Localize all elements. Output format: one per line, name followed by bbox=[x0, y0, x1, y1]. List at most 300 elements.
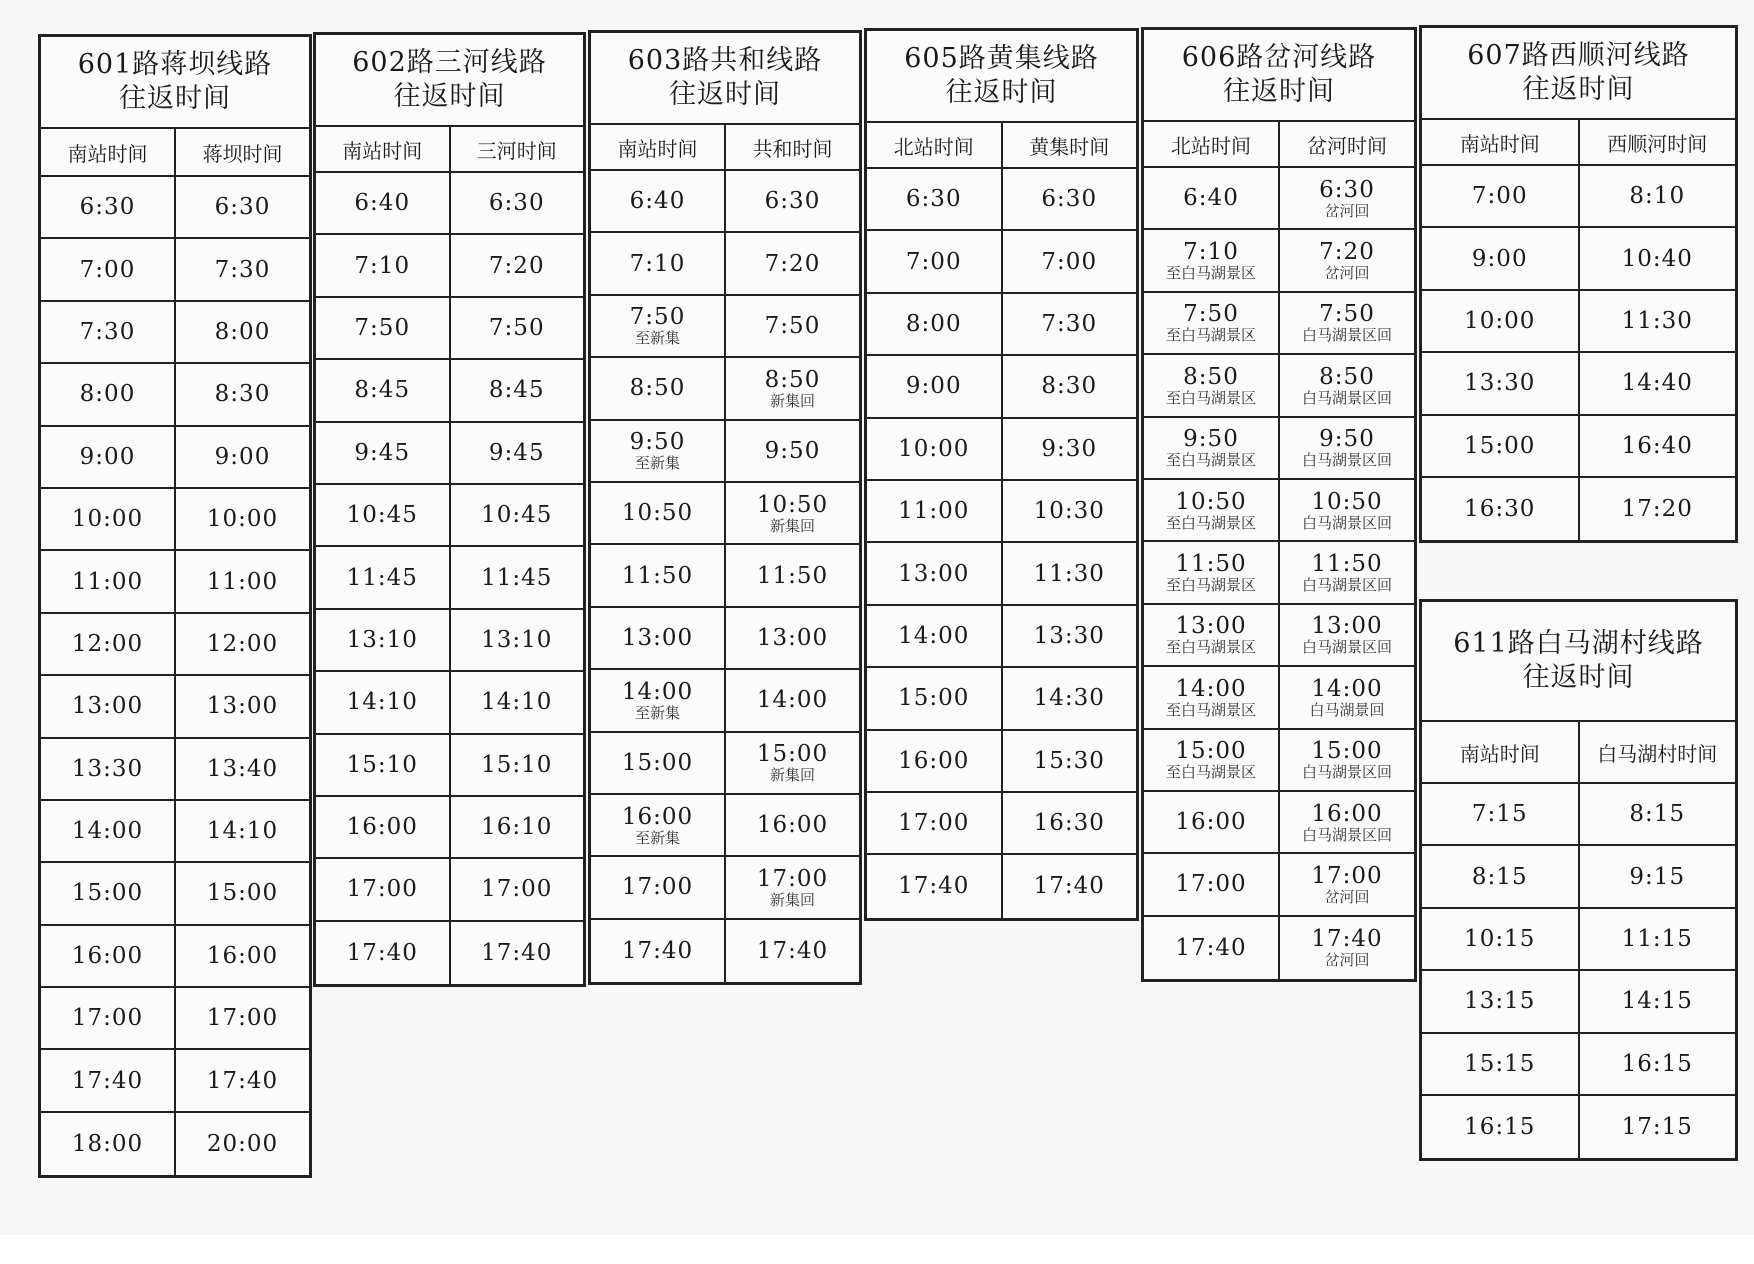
departure-time: 15:00 bbox=[71, 880, 144, 907]
departure-time: 6:40 bbox=[354, 190, 411, 217]
time-cell bbox=[1001, 855, 1137, 917]
time-cell bbox=[174, 926, 309, 986]
departure-time: 17:40 bbox=[621, 937, 694, 964]
table-row bbox=[591, 733, 859, 795]
time-cell bbox=[41, 1113, 174, 1175]
table-row bbox=[41, 551, 309, 613]
departure-time: 7:50 bbox=[1183, 301, 1239, 328]
trip-note: 至白马湖景区 bbox=[1165, 388, 1256, 407]
departure-time: 8:00 bbox=[79, 381, 136, 408]
trip-note: 岔河回 bbox=[1324, 201, 1370, 220]
time-cell bbox=[591, 733, 724, 793]
departure-time: 15:10 bbox=[481, 751, 553, 778]
departure-time: 9:00 bbox=[905, 373, 962, 400]
departure-time: 16:00 bbox=[206, 942, 279, 969]
table-row bbox=[1422, 784, 1735, 846]
time-cell bbox=[174, 177, 309, 237]
departure-time: 13:40 bbox=[206, 755, 279, 782]
departure-time: 16:00 bbox=[898, 747, 970, 774]
departure-time: 13:30 bbox=[71, 755, 144, 782]
table-row bbox=[1422, 1096, 1735, 1158]
time-cell bbox=[1278, 418, 1414, 478]
departure-time: 10:50 bbox=[621, 500, 694, 527]
column-header-row bbox=[1422, 722, 1735, 784]
departure-time: 18:00 bbox=[71, 1131, 144, 1158]
time-cell bbox=[867, 231, 1001, 291]
time-cell bbox=[1144, 293, 1278, 353]
table-row bbox=[591, 421, 859, 483]
trip-note: 白马湖景区回 bbox=[1301, 763, 1392, 782]
time-cell bbox=[1001, 793, 1137, 853]
table-row bbox=[316, 360, 583, 422]
departure-time: 11:30 bbox=[1033, 560, 1105, 587]
departure-time: 14:15 bbox=[1621, 988, 1693, 1015]
table-row bbox=[316, 547, 583, 609]
time-cell bbox=[1144, 917, 1278, 979]
time-cell bbox=[724, 545, 859, 605]
departure-time: 10:15 bbox=[1464, 925, 1536, 952]
time-cell bbox=[591, 608, 724, 668]
time-cell bbox=[1578, 353, 1736, 413]
time-cell bbox=[449, 672, 584, 732]
time-cell bbox=[1422, 784, 1578, 844]
table-row bbox=[867, 169, 1136, 231]
departure-time: 7:30 bbox=[1041, 310, 1098, 337]
column-header-row bbox=[41, 129, 309, 177]
column-header: 黄集时间 bbox=[1001, 123, 1137, 167]
time-cell bbox=[1001, 169, 1137, 229]
time-cell bbox=[1278, 667, 1414, 727]
route-name: 603路共和线路 bbox=[627, 45, 823, 76]
time-cell bbox=[449, 360, 584, 420]
departure-time: 6:30 bbox=[764, 188, 821, 215]
timetable-title bbox=[1422, 602, 1735, 722]
table-row bbox=[1144, 542, 1414, 604]
time-cell bbox=[1578, 846, 1736, 906]
table-row bbox=[41, 614, 309, 676]
trip-note: 至白马湖景区 bbox=[1165, 700, 1256, 719]
time-cell bbox=[1422, 291, 1578, 351]
time-cell bbox=[1278, 854, 1414, 914]
time-cell bbox=[449, 547, 584, 607]
departure-time: 16:40 bbox=[1621, 432, 1693, 459]
time-cell bbox=[1144, 168, 1278, 228]
route-name: 611路白马湖村线路 bbox=[1453, 628, 1704, 659]
time-cell bbox=[41, 427, 174, 487]
trip-note: 白马湖景区回 bbox=[1301, 326, 1392, 345]
departure-time: 13:00 bbox=[206, 693, 279, 720]
time-cell bbox=[41, 739, 174, 799]
timetable-title bbox=[867, 31, 1136, 123]
departure-time: 6:40 bbox=[629, 188, 686, 215]
departure-time: 16:00 bbox=[71, 942, 144, 969]
table-row bbox=[1422, 166, 1735, 228]
departure-time: 13:10 bbox=[346, 626, 418, 653]
departure-time: 11:00 bbox=[71, 568, 144, 595]
table-row bbox=[867, 356, 1136, 418]
time-cell bbox=[174, 988, 309, 1048]
time-cell bbox=[724, 857, 859, 917]
time-cell bbox=[174, 676, 309, 736]
departure-time: 17:00 bbox=[1175, 871, 1247, 898]
time-cell bbox=[1422, 353, 1578, 413]
departure-time: 17:15 bbox=[1621, 1114, 1693, 1141]
departure-time: 14:00 bbox=[71, 818, 144, 845]
table-row bbox=[316, 423, 583, 485]
departure-time: 9:30 bbox=[1041, 435, 1098, 462]
departure-time: 15:00 bbox=[206, 880, 279, 907]
column-header: 南站时间 bbox=[67, 141, 148, 166]
table-row bbox=[867, 231, 1136, 293]
time-cell bbox=[1578, 1034, 1736, 1094]
column-header: 西顺河时间 bbox=[1578, 120, 1736, 164]
trip-note: 新集回 bbox=[769, 516, 815, 535]
column-header: 共和时间 bbox=[724, 125, 859, 169]
time-cell bbox=[449, 610, 584, 670]
departure-time: 6:30 bbox=[1319, 176, 1375, 203]
column-header-row bbox=[316, 127, 583, 173]
table-row bbox=[867, 793, 1136, 855]
time-cell bbox=[41, 302, 174, 362]
time-cell bbox=[1422, 478, 1578, 540]
time-cell bbox=[867, 356, 1001, 416]
trip-note: 新集回 bbox=[769, 766, 815, 785]
table-row bbox=[591, 670, 859, 732]
departure-time: 15:30 bbox=[1033, 747, 1105, 774]
route-name: 605路黄集线路 bbox=[904, 43, 1099, 74]
table-row bbox=[867, 481, 1136, 543]
table-row bbox=[41, 177, 309, 239]
departure-time: 16:30 bbox=[1464, 496, 1536, 523]
departure-time: 13:30 bbox=[1464, 370, 1536, 397]
departure-time: 6:30 bbox=[1041, 186, 1098, 213]
time-cell bbox=[316, 235, 449, 295]
timetable-605 bbox=[864, 28, 1139, 921]
departure-time: 17:00 bbox=[481, 876, 553, 903]
time-cell bbox=[591, 545, 724, 605]
departure-time: 6:30 bbox=[79, 194, 136, 221]
table-row bbox=[41, 926, 309, 988]
time-cell bbox=[41, 551, 174, 611]
time-cell bbox=[591, 795, 724, 855]
time-cell bbox=[174, 614, 309, 674]
route-name: 606路岔河线路 bbox=[1181, 42, 1377, 73]
table-row bbox=[867, 419, 1136, 481]
departure-time: 10:45 bbox=[346, 502, 418, 529]
time-cell bbox=[1001, 294, 1137, 354]
column-header: 蒋坝时间 bbox=[174, 129, 309, 175]
trip-note: 至白马湖景区 bbox=[1165, 264, 1256, 283]
table-row bbox=[1144, 667, 1414, 729]
trip-note: 岔河回 bbox=[1324, 887, 1370, 906]
trip-note: 白马湖景区回 bbox=[1301, 388, 1392, 407]
departure-time: 15:00 bbox=[1175, 738, 1247, 765]
departure-time: 10:50 bbox=[1311, 488, 1383, 515]
table-row bbox=[591, 795, 859, 857]
departure-time: 11:00 bbox=[898, 498, 970, 525]
departure-time: 13:00 bbox=[756, 624, 829, 651]
table-row bbox=[1144, 854, 1414, 916]
table-row bbox=[316, 235, 583, 297]
trip-note: 至白马湖景区 bbox=[1165, 638, 1256, 657]
departure-time: 7:30 bbox=[79, 318, 136, 345]
table-row bbox=[41, 489, 309, 551]
column-header: 岔河时间 bbox=[1278, 122, 1414, 166]
time-cell bbox=[1578, 228, 1736, 288]
time-cell bbox=[1278, 917, 1414, 979]
column-header: 南站时间 bbox=[1459, 741, 1540, 766]
departure-time: 14:00 bbox=[756, 687, 829, 714]
time-cell bbox=[174, 1050, 309, 1110]
table-row bbox=[1422, 416, 1735, 478]
departure-time: 17:40 bbox=[1175, 934, 1247, 961]
trip-note: 至新集 bbox=[634, 703, 680, 722]
time-cell bbox=[1278, 293, 1414, 353]
departure-time: 11:50 bbox=[756, 562, 829, 589]
departure-time: 8:15 bbox=[1629, 801, 1686, 828]
time-cell bbox=[867, 294, 1001, 354]
column-header-row bbox=[1422, 120, 1735, 166]
table-row bbox=[41, 302, 309, 364]
time-cell bbox=[1144, 792, 1278, 852]
departure-time: 9:50 bbox=[764, 437, 821, 464]
table-row bbox=[1422, 228, 1735, 290]
departure-time: 10:00 bbox=[1464, 307, 1536, 334]
departure-time: 10:40 bbox=[1621, 245, 1693, 272]
time-cell bbox=[41, 239, 174, 299]
time-cell bbox=[591, 171, 724, 231]
time-cell bbox=[174, 239, 309, 299]
trip-note: 至白马湖景区 bbox=[1165, 763, 1256, 782]
time-cell bbox=[1422, 416, 1578, 476]
time-cell bbox=[449, 735, 584, 795]
time-cell bbox=[867, 169, 1001, 229]
time-cell bbox=[316, 423, 449, 483]
table-row bbox=[867, 668, 1136, 730]
column-header: 北站时间 bbox=[1171, 133, 1251, 158]
departure-time: 14:10 bbox=[206, 818, 279, 845]
departure-time: 7:50 bbox=[629, 304, 686, 331]
time-cell bbox=[316, 610, 449, 670]
departure-time: 8:10 bbox=[1629, 183, 1686, 210]
time-cell bbox=[449, 922, 584, 984]
departure-time: 8:50 bbox=[764, 366, 821, 393]
table-row bbox=[1144, 355, 1414, 417]
time-cell bbox=[41, 364, 174, 424]
departure-time: 16:00 bbox=[1311, 800, 1383, 827]
departure-time: 13:00 bbox=[1311, 613, 1383, 640]
departure-time: 11:00 bbox=[206, 568, 279, 595]
trip-note: 白马湖景回 bbox=[1309, 700, 1385, 719]
departure-time: 14:40 bbox=[1621, 370, 1693, 397]
departure-time: 17:40 bbox=[1311, 926, 1383, 953]
departure-time: 10:30 bbox=[1033, 498, 1105, 525]
time-cell bbox=[316, 859, 449, 919]
time-cell bbox=[591, 421, 724, 481]
trip-note: 至白马湖景区 bbox=[1165, 451, 1256, 470]
departure-time: 17:00 bbox=[206, 1005, 279, 1032]
departure-time: 17:40 bbox=[346, 939, 418, 966]
timetable-603 bbox=[588, 30, 862, 985]
time-cell bbox=[174, 302, 309, 362]
departure-time: 6:30 bbox=[214, 194, 271, 221]
table-row bbox=[1422, 353, 1735, 415]
table-row bbox=[591, 233, 859, 295]
title-subtitle: 往返时间 bbox=[1522, 74, 1635, 105]
table-row bbox=[591, 920, 859, 982]
time-cell bbox=[1278, 168, 1414, 228]
time-cell bbox=[1144, 230, 1278, 290]
table-row bbox=[867, 294, 1136, 356]
time-cell bbox=[449, 298, 584, 358]
departure-time: 7:30 bbox=[214, 256, 271, 283]
departure-time: 15:00 bbox=[756, 741, 829, 768]
departure-time: 7:10 bbox=[354, 252, 411, 279]
departure-time: 16:15 bbox=[1464, 1114, 1536, 1141]
table-row bbox=[867, 855, 1136, 917]
table-row bbox=[1144, 168, 1414, 230]
time-cell bbox=[174, 1113, 309, 1175]
time-cell bbox=[867, 668, 1001, 728]
trip-note: 新集回 bbox=[769, 890, 815, 909]
departure-time: 11:45 bbox=[481, 564, 553, 591]
table-row bbox=[1144, 730, 1414, 792]
table-row bbox=[1144, 605, 1414, 667]
departure-time: 13:00 bbox=[898, 560, 970, 587]
time-cell bbox=[1001, 419, 1137, 479]
time-cell bbox=[1144, 854, 1278, 914]
timetable-602 bbox=[313, 32, 586, 987]
time-cell bbox=[1278, 230, 1414, 290]
time-cell bbox=[867, 855, 1001, 917]
departure-time: 7:10 bbox=[629, 250, 686, 277]
departure-time: 14:10 bbox=[346, 689, 418, 716]
table-row bbox=[867, 731, 1136, 793]
departure-time: 8:50 bbox=[1319, 363, 1375, 390]
time-cell bbox=[174, 364, 309, 424]
table-row bbox=[1144, 418, 1414, 480]
departure-time: 17:00 bbox=[756, 865, 829, 892]
time-cell bbox=[724, 358, 859, 418]
departure-time: 7:50 bbox=[354, 314, 411, 341]
departure-time: 11:45 bbox=[346, 564, 418, 591]
table-row bbox=[316, 298, 583, 360]
trip-note: 新集回 bbox=[769, 391, 815, 410]
departure-time: 14:00 bbox=[898, 622, 970, 649]
time-cell bbox=[591, 920, 724, 982]
timetable-title bbox=[316, 35, 583, 127]
time-cell bbox=[1278, 792, 1414, 852]
departure-time: 8:50 bbox=[1183, 363, 1239, 390]
time-cell bbox=[724, 421, 859, 481]
departure-time: 16:30 bbox=[1033, 810, 1105, 837]
time-cell bbox=[591, 483, 724, 543]
departure-time: 15:00 bbox=[621, 749, 694, 776]
time-cell bbox=[1001, 231, 1137, 291]
time-cell bbox=[724, 483, 859, 543]
time-cell bbox=[1422, 1034, 1578, 1094]
departure-time: 7:00 bbox=[1471, 183, 1528, 210]
time-cell bbox=[1001, 481, 1137, 541]
time-cell bbox=[1422, 228, 1578, 288]
table-row bbox=[591, 857, 859, 919]
table-row bbox=[41, 801, 309, 863]
departure-time: 7:50 bbox=[764, 312, 821, 339]
column-header: 白马湖村时间 bbox=[1578, 722, 1736, 782]
title-subtitle: 往返时间 bbox=[945, 77, 1058, 108]
departure-time: 17:00 bbox=[346, 876, 418, 903]
departure-time: 17:40 bbox=[898, 873, 970, 900]
time-cell bbox=[867, 419, 1001, 479]
column-header: 南站时间 bbox=[617, 136, 698, 161]
time-cell bbox=[316, 922, 449, 984]
departure-time: 20:00 bbox=[206, 1131, 279, 1158]
time-cell bbox=[1278, 542, 1414, 602]
trip-note: 岔河回 bbox=[1324, 951, 1370, 970]
time-cell bbox=[1578, 971, 1736, 1031]
departure-time: 16:10 bbox=[481, 814, 553, 841]
time-cell bbox=[591, 857, 724, 917]
table-row bbox=[316, 173, 583, 235]
departure-time: 17:00 bbox=[621, 874, 694, 901]
time-cell bbox=[1278, 730, 1414, 790]
departure-time: 9:50 bbox=[629, 429, 686, 456]
time-cell bbox=[867, 543, 1001, 603]
time-cell bbox=[867, 481, 1001, 541]
column-header-row bbox=[1144, 122, 1414, 168]
departure-time: 15:15 bbox=[1464, 1050, 1536, 1077]
departure-time: 17:20 bbox=[1621, 496, 1693, 523]
time-cell bbox=[1144, 355, 1278, 415]
column-header: 三河时间 bbox=[449, 127, 584, 171]
time-cell bbox=[1578, 478, 1736, 540]
departure-time: 17:00 bbox=[71, 1005, 144, 1032]
departure-time: 7:20 bbox=[488, 252, 545, 279]
timetable-title bbox=[591, 33, 859, 125]
time-cell bbox=[1278, 355, 1414, 415]
departure-time: 13:30 bbox=[1033, 622, 1105, 649]
time-cell bbox=[1578, 784, 1736, 844]
time-cell bbox=[449, 235, 584, 295]
table-row bbox=[41, 239, 309, 301]
departure-time: 13:00 bbox=[71, 693, 144, 720]
time-cell bbox=[1001, 543, 1137, 603]
time-cell bbox=[316, 298, 449, 358]
departure-time: 8:15 bbox=[1471, 863, 1528, 890]
departure-time: 9:50 bbox=[1319, 426, 1375, 453]
table-row bbox=[1144, 480, 1414, 542]
time-cell bbox=[1278, 480, 1414, 540]
time-cell bbox=[41, 489, 174, 549]
table-row bbox=[1144, 792, 1414, 854]
trip-note: 至新集 bbox=[634, 329, 680, 348]
table-row bbox=[1144, 917, 1414, 979]
departure-time: 14:00 bbox=[1311, 675, 1383, 702]
departure-time: 9:50 bbox=[1183, 426, 1239, 453]
table-row bbox=[316, 672, 583, 734]
departure-time: 17:40 bbox=[71, 1067, 144, 1094]
departure-time: 11:50 bbox=[1311, 551, 1383, 578]
departure-time: 16:00 bbox=[346, 814, 418, 841]
column-header: 南站时间 bbox=[342, 138, 423, 163]
time-cell bbox=[449, 485, 584, 545]
time-cell bbox=[316, 485, 449, 545]
timetable-606 bbox=[1141, 27, 1417, 982]
trip-note: 白马湖景区回 bbox=[1301, 451, 1392, 470]
departure-time: 7:20 bbox=[764, 250, 821, 277]
departure-time: 16:00 bbox=[756, 812, 829, 839]
route-name: 601路蒋坝线路 bbox=[77, 49, 273, 80]
